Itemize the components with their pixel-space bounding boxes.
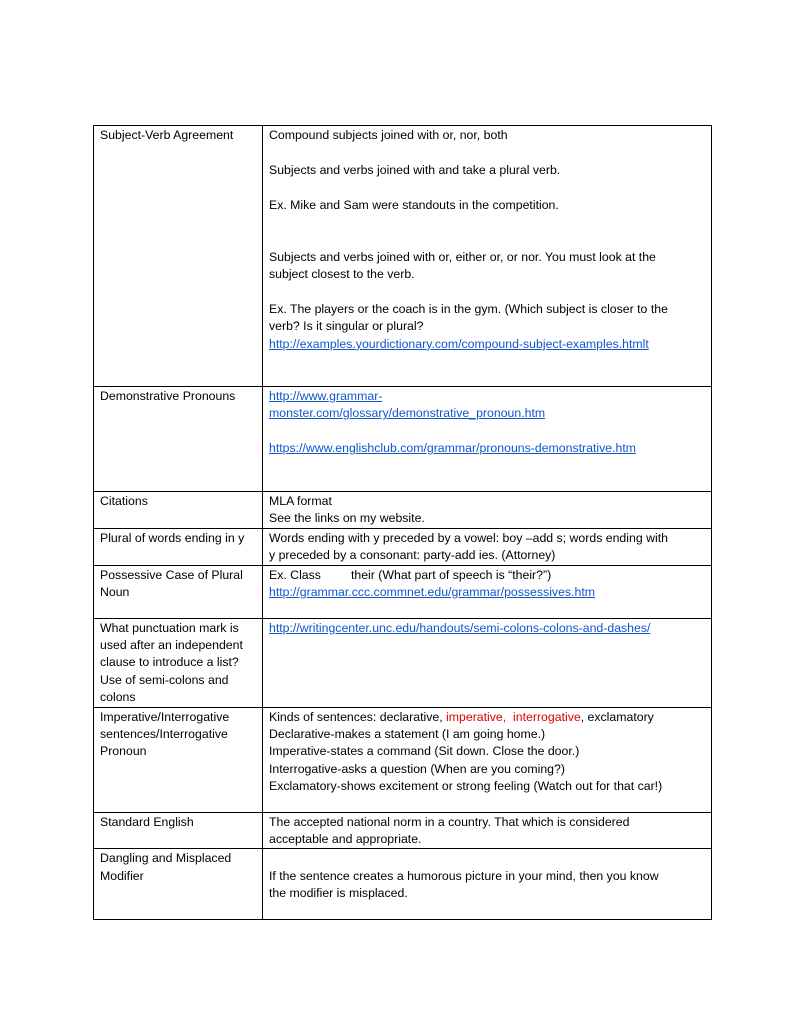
topic-cell xyxy=(94,565,263,618)
note-line: subject closest to the verb. xyxy=(269,267,415,282)
note-line xyxy=(269,567,706,584)
topic-label: clause to introduce a list? xyxy=(100,655,239,670)
topic-label: colons xyxy=(100,690,136,705)
topic-label: used after an independent xyxy=(100,638,243,653)
note-line: Ex. Mike and Sam were standouts in the competition. xyxy=(269,197,559,212)
note-line: Words ending with y preceded by a vowel: boy –add s; words ending with xyxy=(269,530,668,545)
notes-cell xyxy=(263,565,712,618)
table-row xyxy=(94,565,712,618)
example-question: their (What part of speech is “their?”) xyxy=(350,567,552,582)
grammar-monster-link[interactable]: http://www.grammar- xyxy=(269,389,383,403)
topic-cell xyxy=(94,492,263,529)
grammar-monster-link-cont[interactable]: monster.com/glossary/demonstrative_pronoun.htm xyxy=(269,406,546,421)
note-line: Subjects and verbs joined with and take a plural verb. xyxy=(269,162,561,177)
topic-label: Citations xyxy=(100,494,148,508)
topic-cell xyxy=(94,849,263,920)
topic-label: sentences/Interrogative xyxy=(100,727,228,742)
note-line: the modifier is misplaced. xyxy=(269,886,408,901)
note-line: See the links on my website. xyxy=(269,511,425,526)
topic-label: What punctuation mark is xyxy=(100,620,239,635)
note-line: If the sentence creates a humorous picture in your mind, then you know xyxy=(269,868,659,883)
notes-cell xyxy=(263,618,712,707)
note-line: y preceded by a consonant: party-add ies. (Attorney) xyxy=(269,548,556,563)
table-row xyxy=(94,528,712,565)
note-line: MLA format xyxy=(269,494,332,508)
topic-cell xyxy=(94,707,263,812)
topic-label: Noun xyxy=(100,585,130,600)
topic-cell xyxy=(94,387,263,492)
notes-cell xyxy=(263,812,712,849)
topic-label: Pronoun xyxy=(100,744,147,759)
notes-cell xyxy=(263,387,712,492)
table-row xyxy=(94,618,712,707)
kinds-text-end: , exclamatory xyxy=(580,709,654,724)
topic-cell xyxy=(94,528,263,565)
topic-cell xyxy=(94,126,263,387)
note-line xyxy=(269,709,706,726)
compound-subject-link[interactable]: http://examples.yourdictionary.com/compound-subject-examples.htmlt xyxy=(269,336,649,351)
note-line: Exclamatory-shows excitement or strong feeling (Watch out for that car!) xyxy=(269,779,663,794)
notes-cell xyxy=(263,528,712,565)
grammar-reference-table xyxy=(93,125,712,920)
note-line: verb? Is it singular or plural? xyxy=(269,319,424,334)
note-line: Compound subjects joined with or, nor, both xyxy=(269,128,508,142)
imperative-highlight: imperative, xyxy=(446,709,507,724)
note-line: Subjects and verbs joined with or, either or, or nor. You must look at the xyxy=(269,249,656,264)
note-line: The accepted national norm in a country. That which is considered xyxy=(269,814,630,829)
note-line: acceptable and appropriate. xyxy=(269,832,422,847)
table-row xyxy=(94,812,712,849)
notes-cell xyxy=(263,126,712,387)
semicolons-link[interactable]: http://writingcenter.unc.edu/handouts/semi-colons-colons-and-dashes/ xyxy=(269,620,651,635)
topic-label: Possessive Case of Plural xyxy=(100,567,243,582)
note-line: Declarative-makes a statement (I am going home.) xyxy=(269,727,546,742)
kinds-text: Kinds of sentences: declarative, xyxy=(269,709,447,724)
note-line: Imperative-states a command (Sit down. Close the door.) xyxy=(269,744,580,759)
table-row xyxy=(94,126,712,387)
topic-label: Use of semi-colons and xyxy=(100,672,229,687)
possessives-link[interactable]: http://grammar.ccc.commnet.edu/grammar/possessives.htm xyxy=(269,585,595,600)
notes-cell xyxy=(263,707,712,812)
topic-label: Imperative/Interrogative xyxy=(100,709,230,724)
table-row xyxy=(94,849,712,920)
topic-cell xyxy=(94,618,263,707)
englishclub-link[interactable]: https://www.englishclub.com/grammar/pronouns-demonstrative.htm xyxy=(269,441,637,456)
example-word: Ex. Class xyxy=(269,567,321,582)
topic-label: Standard English xyxy=(100,814,194,829)
topic-label: Subject-Verb Agreement xyxy=(100,128,234,142)
table-row xyxy=(94,707,712,812)
topic-label: Demonstrative Pronouns xyxy=(100,389,236,403)
topic-label: Plural of words ending in y xyxy=(100,530,245,545)
table-row xyxy=(94,492,712,529)
topic-label: Modifier xyxy=(100,868,144,883)
note-line: Interrogative-asks a question (When are you coming?) xyxy=(269,761,565,776)
topic-cell xyxy=(94,812,263,849)
interrogative-highlight: interrogative xyxy=(513,709,581,724)
notes-cell xyxy=(263,849,712,920)
topic-label: Dangling and Misplaced xyxy=(100,851,232,866)
notes-cell xyxy=(263,492,712,529)
note-line: Ex. The players or the coach is in the gym. (Which subject is closer to the xyxy=(269,302,668,316)
table-row xyxy=(94,387,712,492)
